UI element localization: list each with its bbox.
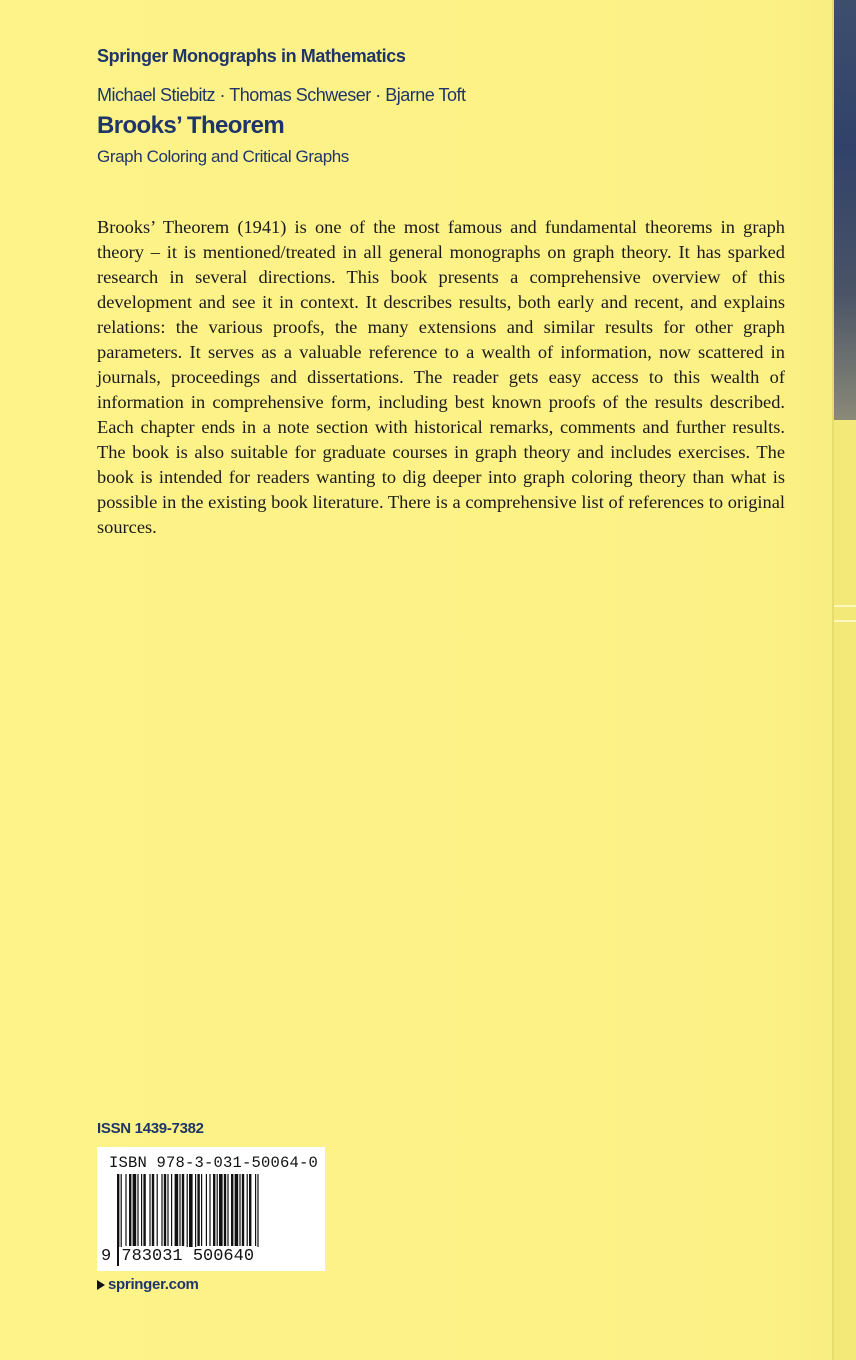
barcode-bar <box>197 1174 199 1246</box>
barcode-bar <box>182 1174 184 1246</box>
publisher-website[interactable] <box>97 1276 199 1293</box>
barcode-bar <box>206 1174 207 1246</box>
barcode-bar <box>201 1174 202 1246</box>
barcode-bar <box>209 1174 210 1246</box>
barcode-bar <box>129 1174 131 1246</box>
barcode-bar <box>143 1174 145 1246</box>
barcode-bar <box>242 1174 244 1246</box>
book-title: Brooks’ Theorem <box>97 112 285 139</box>
barcode-bar <box>231 1174 233 1246</box>
barcode-bar <box>171 1174 172 1246</box>
spine-divider <box>834 620 856 622</box>
spine-strip <box>834 0 856 1360</box>
spine-color-band <box>834 0 856 420</box>
barcode-bar <box>167 1174 168 1246</box>
barcode-bar <box>247 1174 248 1246</box>
barcode-bar <box>164 1174 166 1246</box>
book-subtitle: Graph Coloring and Critical Graphs <box>97 147 349 166</box>
website-label: springer.com <box>108 1276 199 1293</box>
isbn-digits: 9 783031 500640 <box>101 1247 255 1266</box>
barcode-bar <box>227 1174 228 1246</box>
barcode-bar <box>141 1174 142 1246</box>
barcode-bar <box>255 1174 256 1246</box>
barcode-bar <box>152 1174 154 1246</box>
book-description: Brooks’ Theorem (1941) is one of the most famous and fundamental theorems in graph theory – it is mentioned/treated in all general monographs on graph theory. It has sparked research in several directions. This book presents a comprehensive overview of this development and see it in context. It describes results, both early and recent, and explains relations: the various proofs, the many extensions and similar results for other graph parameters. It serves as a valuable reference to a wealth of information, now scattered in journals, proceedings and dissertations. The reader gets easy access to this wealth of information in comprehensive form, including best known proofs of the results described. Each chapter ends in a note section with historical remarks, comments and further results. The book is also suitable for graduate courses in graph theory and includes exercises. The book is intended for readers wanting to dig deeper into graph coloring theory than what is possible in the existing book literature. There is a comprehensive list of references to original sources. <box>97 217 785 537</box>
barcode-bar <box>149 1174 150 1246</box>
barcode-bar <box>175 1174 179 1246</box>
barcode-bar <box>213 1174 215 1246</box>
barcode-bar <box>157 1174 158 1246</box>
barcode-bar <box>217 1174 218 1246</box>
isbn-barcode <box>97 1147 325 1271</box>
barcode-bar <box>179 1174 180 1246</box>
series-name: Springer Monographs in Mathematics <box>97 46 406 66</box>
barcode-bar <box>239 1174 240 1246</box>
barcode-bar <box>133 1174 137 1246</box>
isbn-label: ISBN 978-3-031-50064-0 <box>109 1154 319 1172</box>
barcode-bar <box>137 1174 138 1246</box>
barcode-bar <box>161 1174 162 1246</box>
spine-divider <box>834 605 856 607</box>
barcode-bar <box>125 1174 126 1246</box>
authors: Michael Stiebitz · Thomas Schweser · Bjarne Toft <box>97 85 466 105</box>
barcode-bar <box>219 1174 223 1246</box>
barcode-bar <box>224 1174 226 1246</box>
barcode-bar <box>235 1174 239 1246</box>
barcode-bar <box>249 1174 251 1246</box>
arrow-right-icon <box>97 1280 105 1290</box>
issn: ISSN 1439-7382 <box>97 1120 204 1137</box>
